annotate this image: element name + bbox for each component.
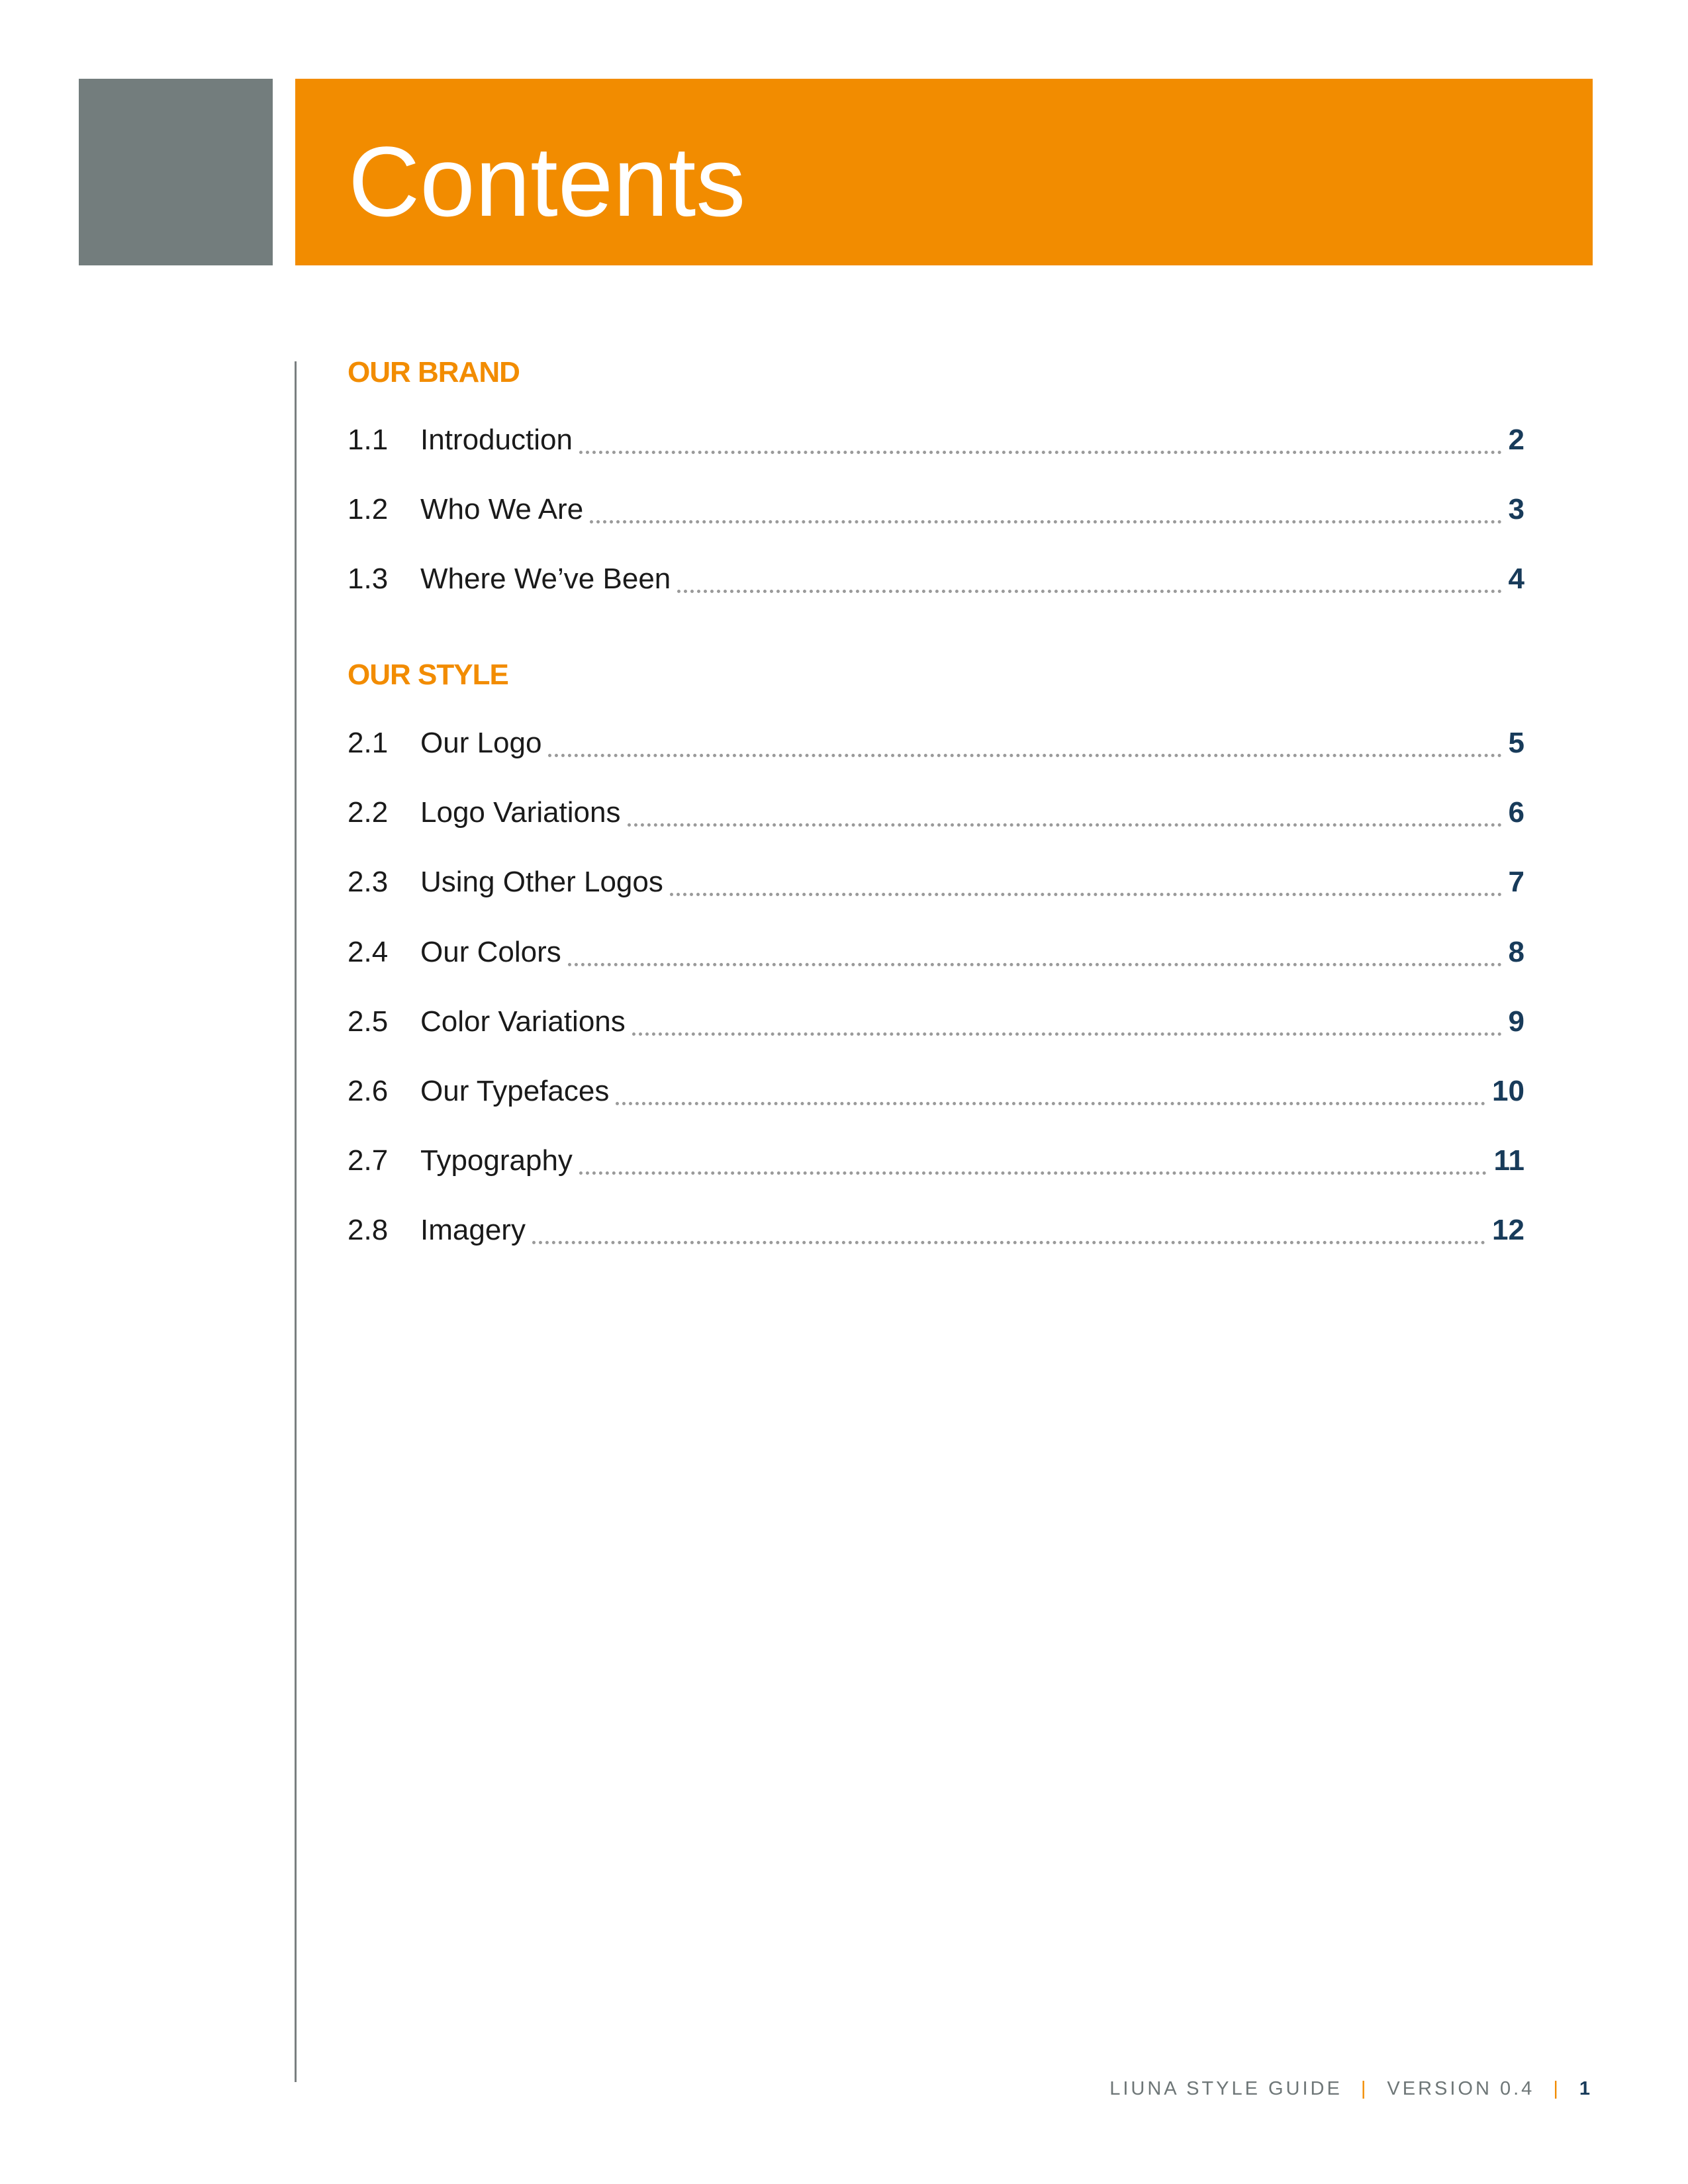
toc-entry-title: Our Typefaces: [420, 1075, 610, 1107]
toc-entry-title: Logo Variations: [420, 796, 621, 829]
footer-version: VERSION 0.4: [1387, 2078, 1535, 2099]
toc-entry-page: 7: [1508, 866, 1524, 898]
toc-entry-title: Imagery: [420, 1214, 526, 1246]
toc-entry[interactable]: [348, 866, 1524, 905]
dot-leader: [579, 1171, 1487, 1175]
toc-entry-number: 2.7: [348, 1144, 389, 1177]
dot-leader: [677, 590, 1501, 593]
toc-entry-page: 4: [1508, 563, 1524, 595]
page-title: Contents: [348, 126, 746, 237]
dot-leader: [616, 1102, 1485, 1105]
dot-leader: [670, 893, 1502, 896]
title-banner: [295, 79, 1593, 265]
toc-entry[interactable]: [348, 1144, 1524, 1184]
dot-leader: [532, 1241, 1485, 1244]
dot-leader: [628, 823, 1502, 827]
toc-entry-title: Our Logo: [420, 727, 542, 759]
gray-accent-block: [79, 79, 273, 265]
toc-entry-number: 2.1: [348, 727, 389, 759]
toc-entry-page: 2: [1508, 424, 1524, 456]
toc-entry[interactable]: [348, 424, 1524, 463]
toc-entry-number: 1.3: [348, 563, 389, 595]
toc-entry-title: Who We Are: [420, 493, 584, 525]
toc-entry[interactable]: [348, 796, 1524, 836]
section-heading-our-brand: OUR BRAND: [348, 356, 520, 388]
toc-entry-number: 2.3: [348, 866, 389, 898]
toc-entry[interactable]: [348, 727, 1524, 766]
toc-entry[interactable]: [348, 1214, 1524, 1253]
toc-entry-number: 2.5: [348, 1005, 389, 1038]
footer-separator: |: [1553, 2078, 1561, 2099]
toc-entry-page: 11: [1493, 1144, 1524, 1177]
toc-entry-title: Our Colors: [420, 936, 561, 968]
toc-entry-title: Typography: [420, 1144, 573, 1177]
dot-leader: [579, 451, 1502, 454]
dot-leader: [632, 1032, 1502, 1036]
toc-entry-title: Where We’ve Been: [420, 563, 671, 595]
dot-leader: [568, 963, 1502, 966]
toc-entry[interactable]: [348, 1005, 1524, 1045]
dot-leader: [548, 754, 1501, 757]
footer-guide-title: LIUNA STYLE GUIDE: [1109, 2078, 1342, 2099]
toc-entry[interactable]: [348, 563, 1524, 602]
toc-entry-number: 1.1: [348, 424, 389, 456]
toc-entry[interactable]: [348, 493, 1524, 533]
toc-entry-page: 10: [1492, 1075, 1524, 1107]
footer: [1109, 2078, 1593, 2100]
toc-entry-number: 2.4: [348, 936, 389, 968]
toc-entry-number: 2.6: [348, 1075, 389, 1107]
toc-entry-page: 3: [1508, 493, 1524, 525]
toc-entry-page: 6: [1508, 796, 1524, 829]
toc-entry-number: 2.2: [348, 796, 389, 829]
toc-entry[interactable]: [348, 1075, 1524, 1115]
footer-separator: |: [1360, 2078, 1369, 2099]
toc-entry-title: Using Other Logos: [420, 866, 663, 898]
toc-entry-number: 2.8: [348, 1214, 389, 1246]
toc-entry-page: 9: [1508, 1005, 1524, 1038]
toc-entry-title: Introduction: [420, 424, 573, 456]
section-heading-our-style: OUR STYLE: [348, 659, 508, 691]
toc-entry-title: Color Variations: [420, 1005, 626, 1038]
dot-leader: [590, 520, 1501, 523]
toc-entry[interactable]: [348, 936, 1524, 976]
vertical-divider: [295, 361, 297, 2082]
toc-entry-page: 12: [1492, 1214, 1524, 1246]
toc-entry-number: 1.2: [348, 493, 389, 525]
toc-entry-page: 5: [1508, 727, 1524, 759]
toc-entry-page: 8: [1508, 936, 1524, 968]
footer-page-number: 1: [1579, 2078, 1593, 2099]
